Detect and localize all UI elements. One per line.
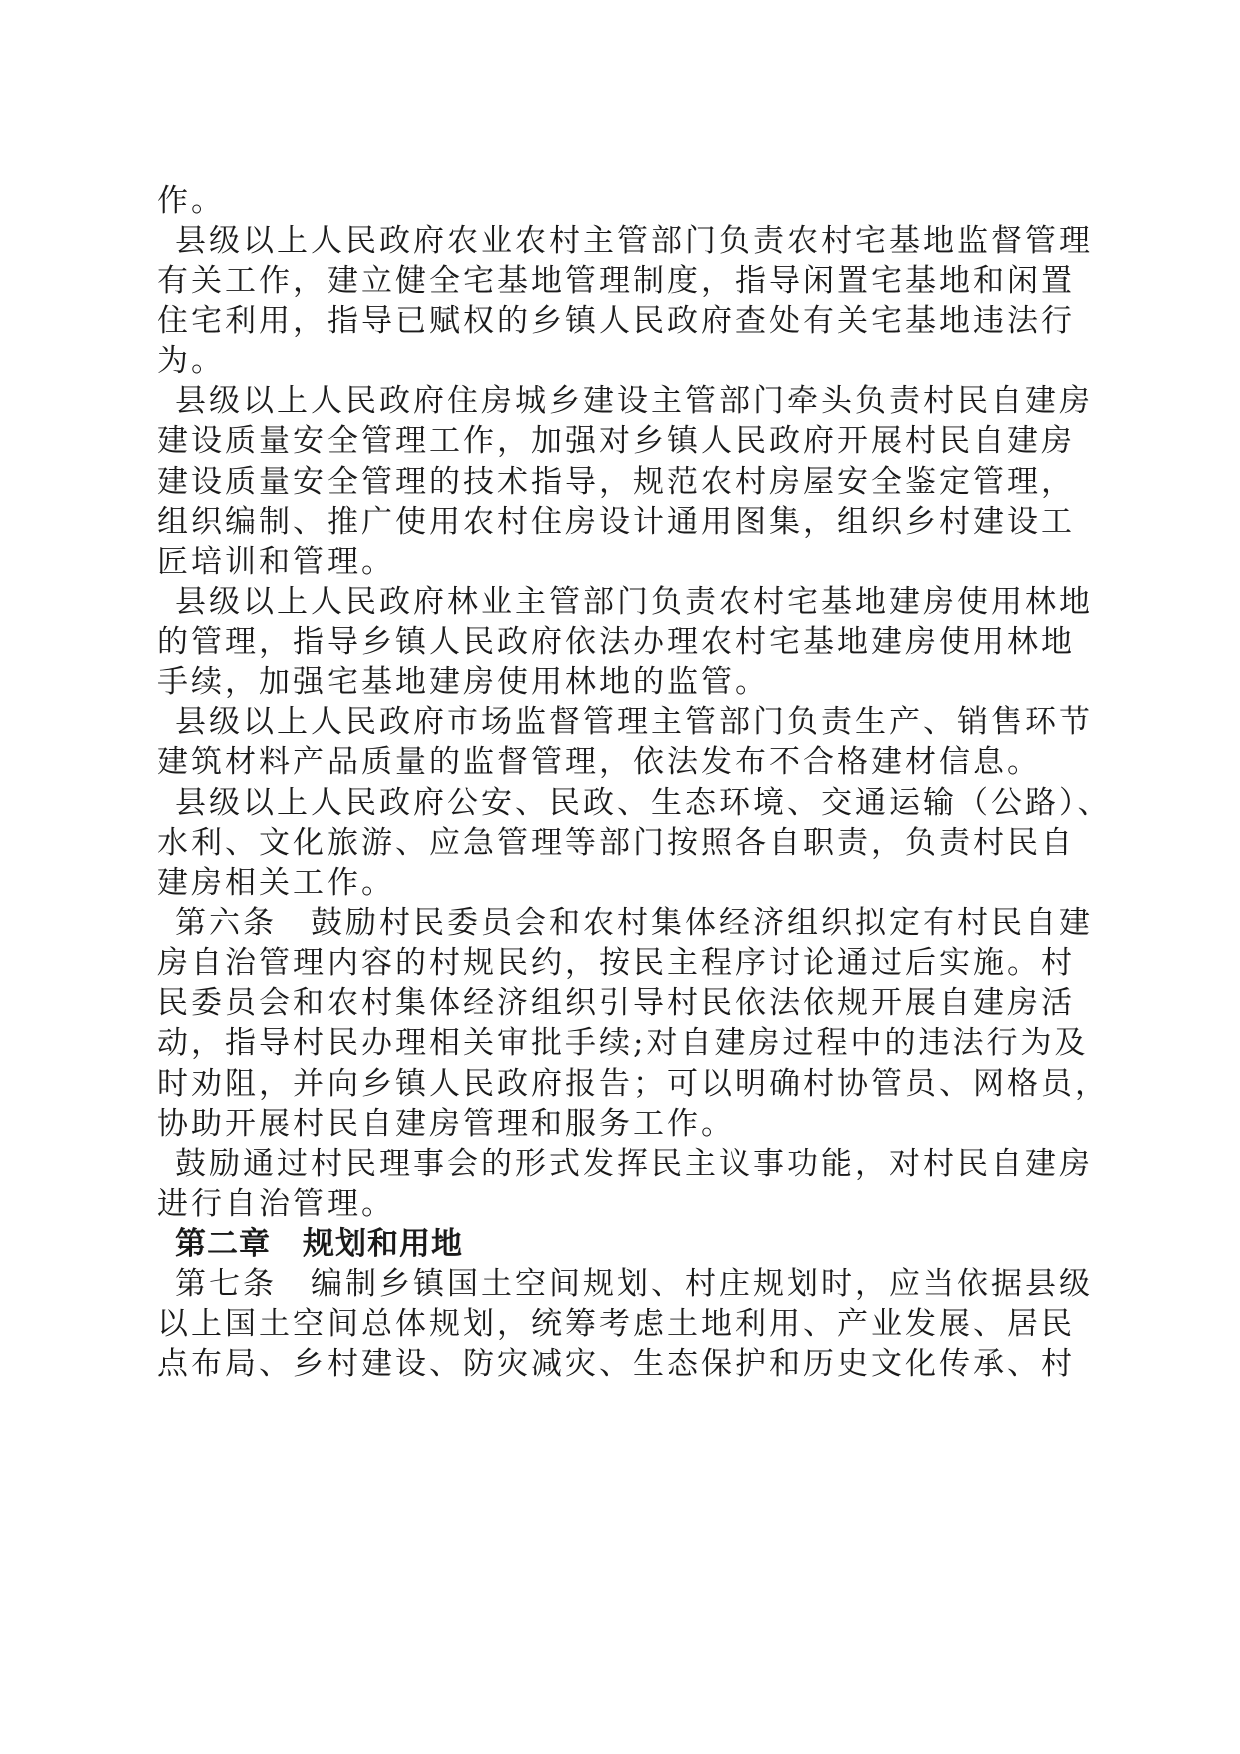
text-line: 住宅利用，指导已赋权的乡镇人民政府查处有关宅基地违法行 bbox=[157, 303, 1075, 339]
text-line: 组织编制、推广使用农村住房设计通用图集，组织乡村建设工 bbox=[157, 504, 1075, 540]
text-line: 县级以上人民政府农业农村主管部门负责农村宅基地监督管理 bbox=[175, 223, 1093, 259]
text-line: 建筑材料产品质量的监督管理，依法发布不合格建材信息。 bbox=[157, 744, 1041, 780]
chapter-heading: 第二章 规划和用地 bbox=[175, 1226, 463, 1262]
text-line: 县级以上人民政府林业主管部门负责农村宅基地建房使用林地 bbox=[175, 584, 1093, 620]
text-line: 鼓励通过村民理事会的形式发挥民主议事功能，对村民自建房 bbox=[175, 1146, 1093, 1182]
text-line: 点布局、乡村建设、防灾减灾、生态保护和历史文化传承、村 bbox=[157, 1346, 1075, 1382]
text-line: 时劝阻，并向乡镇人民政府报告；可以明确村协管员、网格员， bbox=[157, 1066, 1109, 1102]
text-line: 民委员会和农村集体经济组织引导村民依法依规开展自建房活 bbox=[157, 985, 1075, 1021]
text-line: 为。 bbox=[157, 343, 225, 379]
text-line: 县级以上人民政府公安、民政、生态环境、交通运输（公路）、 bbox=[175, 785, 1112, 821]
text-line: 建设质量安全管理工作，加强对乡镇人民政府开展村民自建房 bbox=[157, 423, 1075, 459]
text-line: 第六条 鼓励村民委员会和农村集体经济组织拟定有村民自建 bbox=[175, 905, 1093, 941]
text-line: 匠培训和管理。 bbox=[157, 544, 395, 580]
text-line: 建房相关工作。 bbox=[157, 865, 395, 901]
text-line: 有关工作，建立健全宅基地管理制度，指导闲置宅基地和闲置 bbox=[157, 263, 1075, 299]
text-line: 手续，加强宅基地建房使用林地的监管。 bbox=[157, 664, 769, 700]
text-line: 县级以上人民政府市场监督管理主管部门负责生产、销售环节 bbox=[175, 704, 1093, 740]
text-line: 协助开展村民自建房管理和服务工作。 bbox=[157, 1106, 735, 1142]
text-line: 进行自治管理。 bbox=[157, 1186, 395, 1222]
text-line: 动，指导村民办理相关审批手续;对自建房过程中的违法行为及 bbox=[157, 1025, 1089, 1061]
text-line: 建设质量安全管理的技术指导，规范农村房屋安全鉴定管理， bbox=[157, 464, 1075, 500]
text-line: 水利、文化旅游、应急管理等部门按照各自职责，负责村民自 bbox=[157, 825, 1075, 861]
text-line: 县级以上人民政府住房城乡建设主管部门牵头负责村民自建房 bbox=[175, 383, 1093, 419]
text-line: 第七条 编制乡镇国土空间规划、村庄规划时，应当依据县级 bbox=[175, 1266, 1093, 1302]
text-line: 房自治管理内容的村规民约，按民主程序讨论通过后实施。村 bbox=[157, 945, 1075, 981]
text-line: 的管理，指导乡镇人民政府依法办理农村宅基地建房使用林地 bbox=[157, 624, 1075, 660]
text-line: 作。 bbox=[157, 183, 225, 219]
text-line: 以上国土空间总体规划，统筹考虑土地利用、产业发展、居民 bbox=[157, 1306, 1075, 1342]
